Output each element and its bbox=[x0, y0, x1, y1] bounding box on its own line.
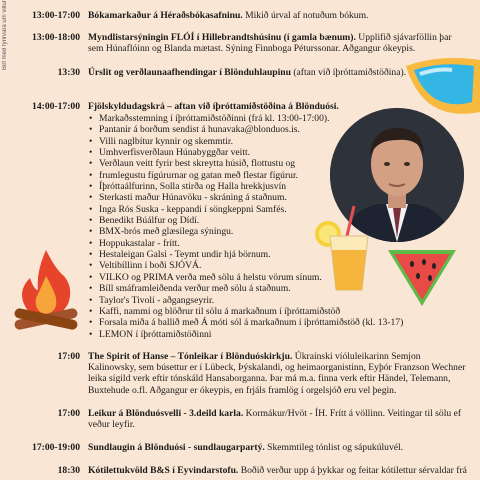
family-program-list bbox=[88, 113, 403, 340]
list-item: • Pantanir á borðum sendist á hunavaka@blonduos.is. bbox=[88, 124, 403, 135]
event-time: 18:30 bbox=[57, 465, 80, 476]
event-description: Boðið verður upp á þykkar og feitar kótilettur sérvaldar frá bbox=[238, 465, 467, 476]
event-description: Skemmtileg tónlist og sápukúluvél. bbox=[264, 442, 404, 453]
list-item: • Verðlaun veitt fyrir best skreytta húsið, flottustu og bbox=[88, 158, 403, 169]
event-time: 17:00-19:00 bbox=[32, 442, 80, 453]
event-title: Myndlistarsýningin FLÓÍ í Hillebrandtshúsinu (í gamla bænum). bbox=[88, 32, 356, 43]
event-description: Kormákur/Hvöt - ÍH. Frítt á völlinn. Veitingar til sölu ef veður leyfir. bbox=[88, 408, 462, 431]
event-description: Upplifið sjávarföllin þar sem Húnaflóinn og Blanda mætast. Sýning Finnboga Péturssonar. Aðgangur ókeypis. bbox=[88, 32, 452, 55]
event-title: Bókamarkaður á Héraðsbókasafninu. bbox=[88, 10, 243, 21]
list-item: • frumlegustu fígúrurnar og gatan með flestar fígúrur. bbox=[88, 170, 403, 181]
event-time: 17:00 bbox=[57, 351, 80, 362]
event-time: 13:00-17:00 bbox=[32, 10, 80, 21]
list-item: • Veltibíllinn í boði SJÓVÁ. bbox=[88, 260, 403, 271]
list-item: • Kaffi, nammi og blöðrur til sölu á markaðnum í íþróttamiðstöð bbox=[88, 306, 403, 317]
event-title: Leikur á Blönduósvelli - 3.deild karla. bbox=[88, 408, 244, 419]
event-description: (aftan við íþróttamiðstöðina). bbox=[290, 67, 407, 78]
list-item: • Benedikt Búálfur og Dídí. bbox=[88, 215, 403, 226]
event-description: Úkraínski víóluleikarinn Semjon Kalinowsky, sem búsettur er í Lübeck, Þýskalandi, og heimaorganistinn, Eyþór Franzson Wechner leika sígild verk eftir tónskáld Hansaborganna. Þar má m.a. finna verk eftir Händel, Telemann, Buxtehude o.fl. Aðgangur er ókeypis, en frjáls framlög í orgelsjóð eru vel þegin. bbox=[88, 351, 466, 396]
list-item: • BMX-brós með glæsilega sýningu. bbox=[88, 226, 403, 237]
list-item: • Markaðsstemning í íþróttamiðstöðinni (frá kl. 13:00-17:00). bbox=[88, 113, 403, 124]
list-item: • LEMON í íþróttamiðstöðinni bbox=[88, 329, 403, 340]
list-item: • Hoppukastalar - frítt. bbox=[88, 238, 403, 249]
campfire-icon bbox=[8, 246, 84, 330]
event-time: 13:30 bbox=[57, 67, 80, 78]
list-item: • Inga Rós Suska - keppandi í söngkeppni Samfés. bbox=[88, 204, 403, 215]
event-title: Kótilettukvöld B&S í Eyvindarstofu. bbox=[88, 465, 239, 476]
list-item: • Umhverfisverðlaun Húnabyggðar veitt. bbox=[88, 147, 403, 158]
list-item: • Bíll smáframleiðenda verður með sölu á staðnum. bbox=[88, 283, 403, 294]
side-disclaimer: Birt með fyrirvara um villur bbox=[2, 0, 8, 70]
event-time: 13:00-18:00 bbox=[32, 32, 80, 43]
list-item: • Íþróttaálfurinn, Solla stirða og Halla hrekkjusvín bbox=[88, 181, 403, 192]
event-title: Sundlaugin á Blönduósi - sundlaugarpartý. bbox=[88, 442, 265, 453]
list-item: • Villi naglbítur kynnir og skemmtir. bbox=[88, 136, 403, 147]
list-item: • Taylor's Tivolí - aðgangseyrir. bbox=[88, 295, 403, 306]
list-item: • Forsala miða á ballið með Á móti sól á markaðnum í íþróttamiðstöð (kl. 13-17) bbox=[88, 317, 403, 328]
event-time: 14:00-17:00 bbox=[32, 101, 80, 112]
event-title: Úrslit og verðlaunaafhendingar í Blönduhlaupinu bbox=[88, 67, 291, 78]
event-description: Mikið úrval af notuðum bókum. bbox=[242, 10, 369, 21]
list-item: • VILKO og PRIMA verða með sölu á helstu vörum sínum. bbox=[88, 272, 403, 283]
list-item: • Hestaleigan Galsi - Teymt undir hjá börnum. bbox=[88, 249, 403, 260]
list-item: • Sterkasti maður Húnavöku - skráning á staðnum. bbox=[88, 192, 403, 203]
event-title: Fjölskyldudagskrá – aftan við íþróttamiðstöðina á Blönduósi. bbox=[88, 101, 339, 112]
sunglasses-icon bbox=[400, 52, 480, 118]
event-time: 17:00 bbox=[57, 408, 80, 419]
event-title: The Spirit of Hanse – Tónleikar í Blönduóskirkju. bbox=[88, 351, 293, 362]
